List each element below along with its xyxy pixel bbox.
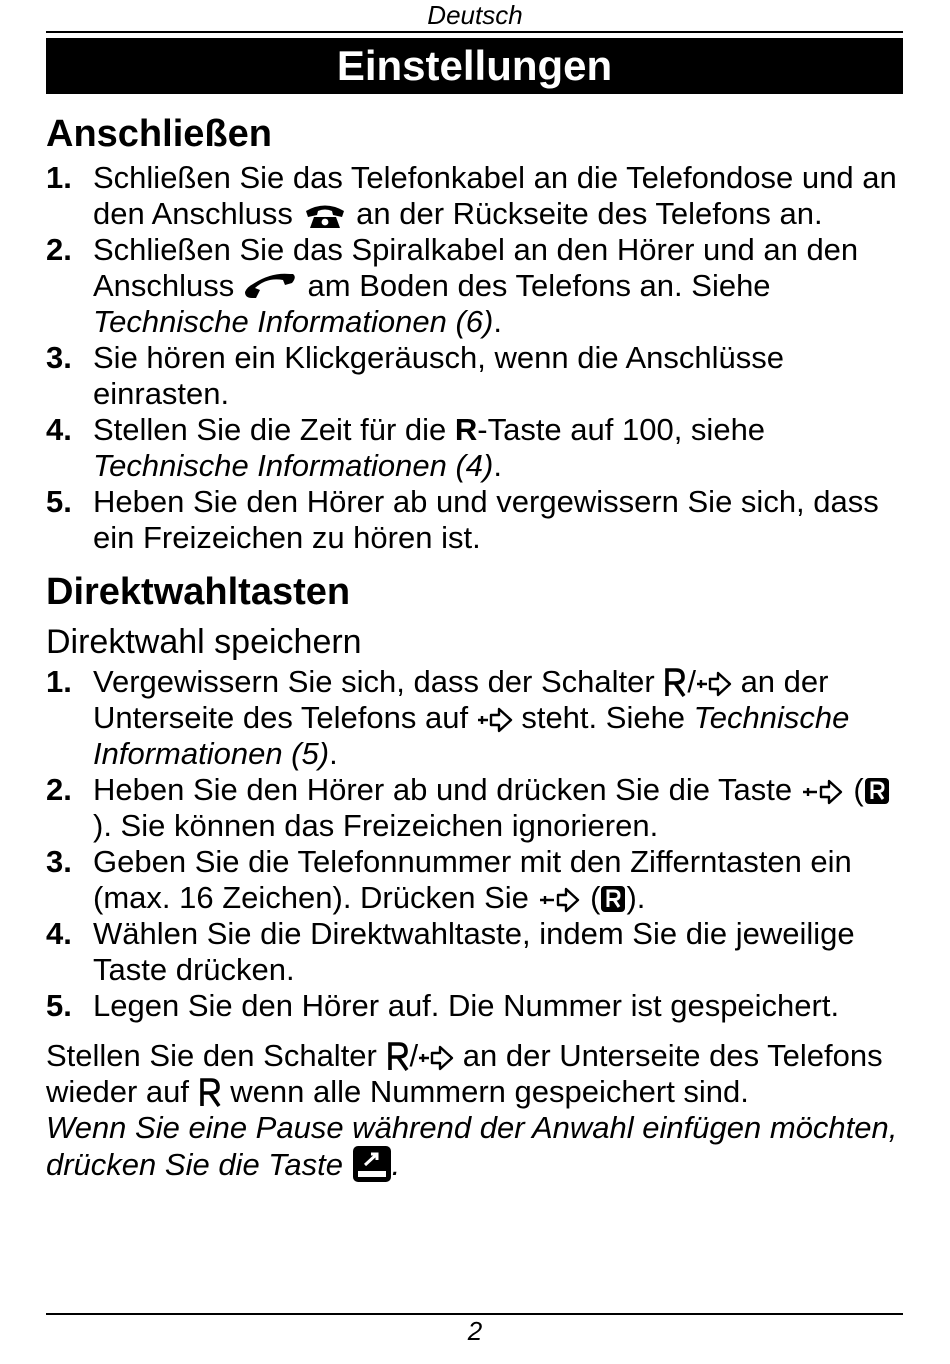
list-item	[46, 340, 906, 412]
r-switch-icon	[386, 1041, 410, 1071]
page-number: 2	[467, 1316, 483, 1346]
step-text: ). Sie können das Freizeichen ignorieren.	[93, 808, 659, 843]
reference-link: Technische Informationen (6)	[93, 304, 494, 339]
step-number: 5.	[46, 484, 72, 519]
subsection-heading: Direktwahl speichern	[46, 623, 362, 661]
step-text: Geben Sie die Telefonnummer mit den Zifferntasten ein (max. 16 Zeichen). Drücken Sie	[93, 844, 852, 915]
step-number: 2.	[46, 232, 72, 267]
step-text: Schließen Sie das Telefonkabel an die Telefondose und an den Anschluss	[93, 160, 897, 231]
step-text: (	[581, 880, 601, 915]
footer-rule	[46, 1313, 903, 1315]
page-title: Einstellungen	[46, 38, 903, 94]
phone-line-icon	[302, 201, 348, 229]
r-key-icon	[864, 777, 890, 805]
step-text: Heben Sie den Hörer ab und drücken Sie die Taste	[93, 772, 801, 807]
memory-arrow-icon	[477, 707, 513, 733]
step-number: 4.	[46, 916, 72, 951]
memory-arrow-icon	[696, 671, 732, 697]
paragraph-text: Stellen Sie den Schalter	[46, 1038, 386, 1073]
list-item	[46, 484, 906, 556]
step-text: .	[493, 304, 502, 339]
step-text: Sie hören ein Klickgeräusch, wenn die Anschlüsse einrasten.	[93, 340, 785, 411]
memory-arrow-icon	[538, 887, 582, 913]
r-switch-icon	[198, 1077, 222, 1107]
section-heading-anschliessen: Anschließen	[46, 113, 272, 155]
step-number: 2.	[46, 772, 72, 807]
step-number: 1.	[46, 160, 72, 195]
pause-note	[46, 1110, 906, 1183]
list-item	[46, 988, 906, 1024]
list-item	[46, 412, 906, 484]
step-number: 3.	[46, 340, 72, 375]
paragraph-text: wenn alle Nummern gespeichert sind.	[221, 1074, 749, 1109]
list-item	[46, 772, 906, 844]
step-text: Wählen Sie die Direktwahltaste, indem Sie die jeweilige Taste drücken.	[93, 916, 855, 987]
page-content	[46, 108, 906, 1183]
list-item	[46, 664, 906, 772]
switch-reset-paragraph	[46, 1038, 906, 1110]
r-switch-icon	[663, 667, 687, 697]
list-item	[46, 160, 906, 232]
note-text: .	[391, 1147, 401, 1182]
note-text: Wenn Sie eine Pause während der Anwahl einfügen möchten, drücken Sie die Taste	[46, 1110, 898, 1182]
r-key-label: R	[454, 412, 478, 447]
speed-dial-steps	[46, 664, 906, 1024]
step-number: 5.	[46, 988, 72, 1023]
memory-arrow-icon	[801, 779, 845, 805]
pause-key-icon	[352, 1145, 392, 1183]
step-text: (	[844, 772, 864, 807]
step-text: an der Unterseite des Telefons auf	[93, 664, 829, 735]
step-text: steht. Siehe	[512, 700, 694, 735]
memory-arrow-icon	[418, 1045, 454, 1071]
paragraph-text: an der Unterseite des Telefons wieder auf	[46, 1038, 883, 1109]
step-text: -Taste auf 100, siehe	[477, 412, 766, 447]
step-text: am Boden des Telefons an. Siehe	[298, 268, 771, 303]
section-heading-direktwahltasten: Direktwahltasten	[46, 571, 351, 613]
list-item	[46, 232, 906, 340]
step-text: Stellen Sie die Zeit für die	[93, 412, 455, 447]
step-number: 1.	[46, 664, 72, 699]
step-text: ).	[626, 880, 646, 915]
step-text: Legen Sie den Hörer auf. Die Nummer ist gespeichert.	[93, 988, 840, 1023]
r-key-icon	[600, 885, 626, 913]
step-text: an der Rückseite des Telefons an.	[347, 196, 823, 231]
reference-link: Technische Informationen (5)	[93, 700, 850, 771]
list-item	[46, 844, 906, 916]
step-number: 3.	[46, 844, 72, 879]
reference-link: Technische Informationen (4)	[93, 448, 494, 483]
list-item	[46, 916, 906, 988]
switch-separator: /	[409, 1038, 419, 1073]
header-rule	[46, 31, 903, 33]
step-text: Heben Sie den Hörer ab und vergewissern Sie sich, dass ein Freizeichen zu hören ist.	[93, 484, 879, 555]
connect-steps	[46, 160, 906, 556]
step-text: .	[493, 448, 502, 483]
header-language: Deutsch	[427, 0, 523, 30]
switch-separator: /	[687, 664, 696, 699]
step-text: Schließen Sie das Spiralkabel an den Hörer und an den Anschluss	[93, 232, 859, 303]
step-text: .	[329, 736, 338, 771]
step-text: Vergewissern Sie sich, dass der Schalter	[93, 664, 664, 699]
handset-icon	[243, 273, 299, 301]
step-number: 4.	[46, 412, 72, 447]
